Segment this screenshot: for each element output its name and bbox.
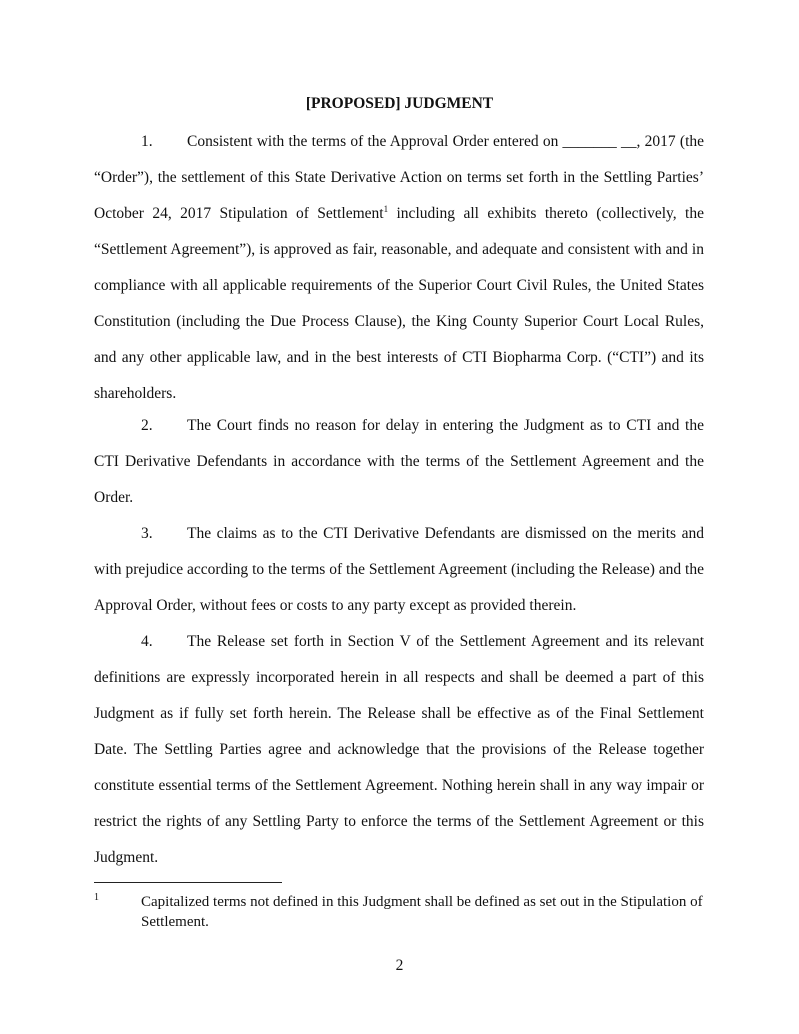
paragraph-text: The Court finds no reason for delay in entering the Judgment as to CTI and the CTI Derivative Defendants in accordance with the terms of the Settlement Agreement and the Order. <box>94 417 704 506</box>
paragraph-text: Consistent with the terms of the Approval Order entered on _______ __, 2017 (the “Order”), the settlement of this State Derivative Action on terms set forth in the Settling Parties’ October 24, 2017 Stipulation of Settlement <box>94 133 704 222</box>
footnote-divider <box>94 882 282 883</box>
paragraph-4 <box>94 624 704 876</box>
paragraph-number: 4. <box>141 633 153 650</box>
page-number: 2 <box>395 957 404 974</box>
footnote <box>94 892 704 932</box>
paragraph-number: 3. <box>141 525 153 542</box>
paragraph-text-continued: including all exhibits thereto (collectively, the “Settlement Agreement”), is approved as fair, reasonable, and adequate and consistent with and in compliance with all applicable requirements of the Superior Court Civil Rules, the United States Constitution (including the Due Process Clause), the King County Superior Court Local Rules, and any other applicable law, and in the best interests of CTI Biopharma Corp. (“CTI”) and its shareholders. <box>94 205 704 402</box>
paragraph-3 <box>94 516 704 624</box>
document-title: [PROPOSED] JUDGMENT <box>305 95 494 112</box>
paragraph-2 <box>94 408 704 516</box>
footnote-mark: 1 <box>94 892 99 903</box>
paragraph-number: 1. <box>141 133 153 150</box>
paragraph-1 <box>94 124 704 412</box>
footnote-text: Capitalized terms not defined in this Judgment shall be defined as set out in the Stipulation of Settlement. <box>141 894 703 930</box>
paragraph-text: The claims as to the CTI Derivative Defendants are dismissed on the merits and with prejudice according to the terms of the Settlement Agreement (including the Release) and the Approval Order, without fees or costs to any party except as provided therein. <box>94 525 704 614</box>
paragraph-text: The Release set forth in Section V of the Settlement Agreement and its relevant definitions are expressly incorporated herein in all respects and shall be deemed a part of this Judgment as if fully set forth herein. The Release shall be effective as of the Final Settlement Date. The Settling Parties agree and acknowledge that the provisions of the Release together constitute essential terms of the Settlement Agreement. Nothing herein shall in any way impair or restrict the rights of any Settling Party to enforce the terms of the Settlement Agreement or this Judgment. <box>94 633 704 866</box>
footnote-reference[interactable]: 1 <box>383 203 389 214</box>
paragraph-number: 2. <box>141 417 153 434</box>
